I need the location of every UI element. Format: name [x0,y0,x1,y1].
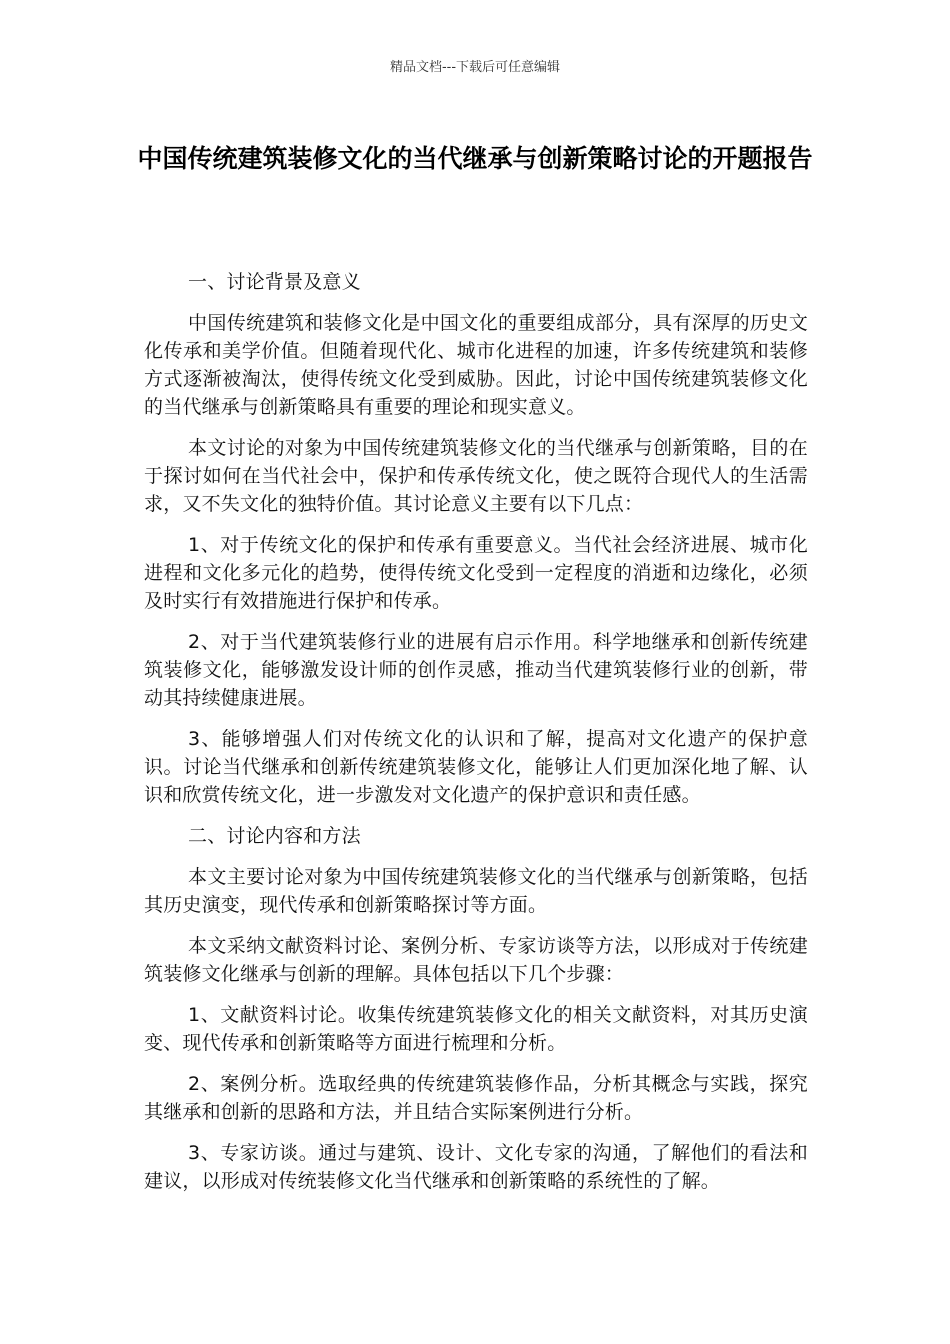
paragraph: 本文采纳文献资料讨论、案例分析、专家访谈等方法，以形成对于传统建筑装修文化继承与创新的理解。具体包括以下几个步骤： [144,935,808,985]
page-header-note: 精品文档---下载后可任意编辑 [389,60,561,75]
paragraph: 本文讨论的对象为中国传统建筑装修文化的当代继承与创新策略，目的在于探讨如何在当代社会中，保护和传承传统文化，使之既符合现代人的生活需求，又不失文化的独特价值。其讨论意义主要有以下几点： [144,437,808,515]
document-body [144,268,808,1208]
paragraph: 中国传统建筑和装修文化是中国文化的重要组成部分，具有深厚的历史文化传承和美学价值。但随着现代化、城市化进程的加速，许多传统建筑和装修方式逐渐被淘汰，使得传统文化受到威胁。因此，讨论中国传统建筑装修文化的当代继承与创新策略具有重要的理论和现实意义。 [144,312,808,418]
list-item: 3、能够增强人们对传统文化的认识和了解，提高对文化遗产的保护意识。讨论当代继承和创新传统建筑装修文化，能够让人们更加深化地了解、认识和欣赏传统文化，进一步激发对文化遗产的保护意识和责任感。 [144,728,808,806]
section-heading-background: 一、讨论背景及意义 [188,271,361,293]
list-item: 1、对于传统文化的保护和传承有重要意义。当代社会经济进展、城市化进程和文化多元化的趋势，使得传统文化受到一定程度的消逝和边缘化，必须及时实行有效措施进行保护和传承。 [144,534,808,612]
paragraph: 本文主要讨论对象为中国传统建筑装修文化的当代继承与创新策略，包括其历史演变，现代传承和创新策略探讨等方面。 [144,866,808,916]
list-item: 2、对于当代建筑装修行业的进展有启示作用。科学地继承和创新传统建筑装修文化，能够激发设计师的创作灵感，推动当代建筑装修行业的创新，带动其持续健康进展。 [144,631,808,709]
document-title: 中国传统建筑装修文化的当代继承与创新策略讨论的开题报告 [137,144,813,173]
list-item: 3、专家访谈。通过与建筑、设计、文化专家的沟通，了解他们的看法和建议，以形成对传统装修文化当代继承和创新策略的系统性的了解。 [144,1142,808,1192]
section-heading-content-method: 二、讨论内容和方法 [188,825,361,847]
list-item: 2、案例分析。选取经典的传统建筑装修作品，分析其概念与实践，探究其继承和创新的思路和方法，并且结合实际案例进行分析。 [144,1073,808,1123]
list-item: 1、文献资料讨论。收集传统建筑装修文化的相关文献资料，对其历史演变、现代传承和创新策略等方面进行梳理和分析。 [144,1004,808,1054]
